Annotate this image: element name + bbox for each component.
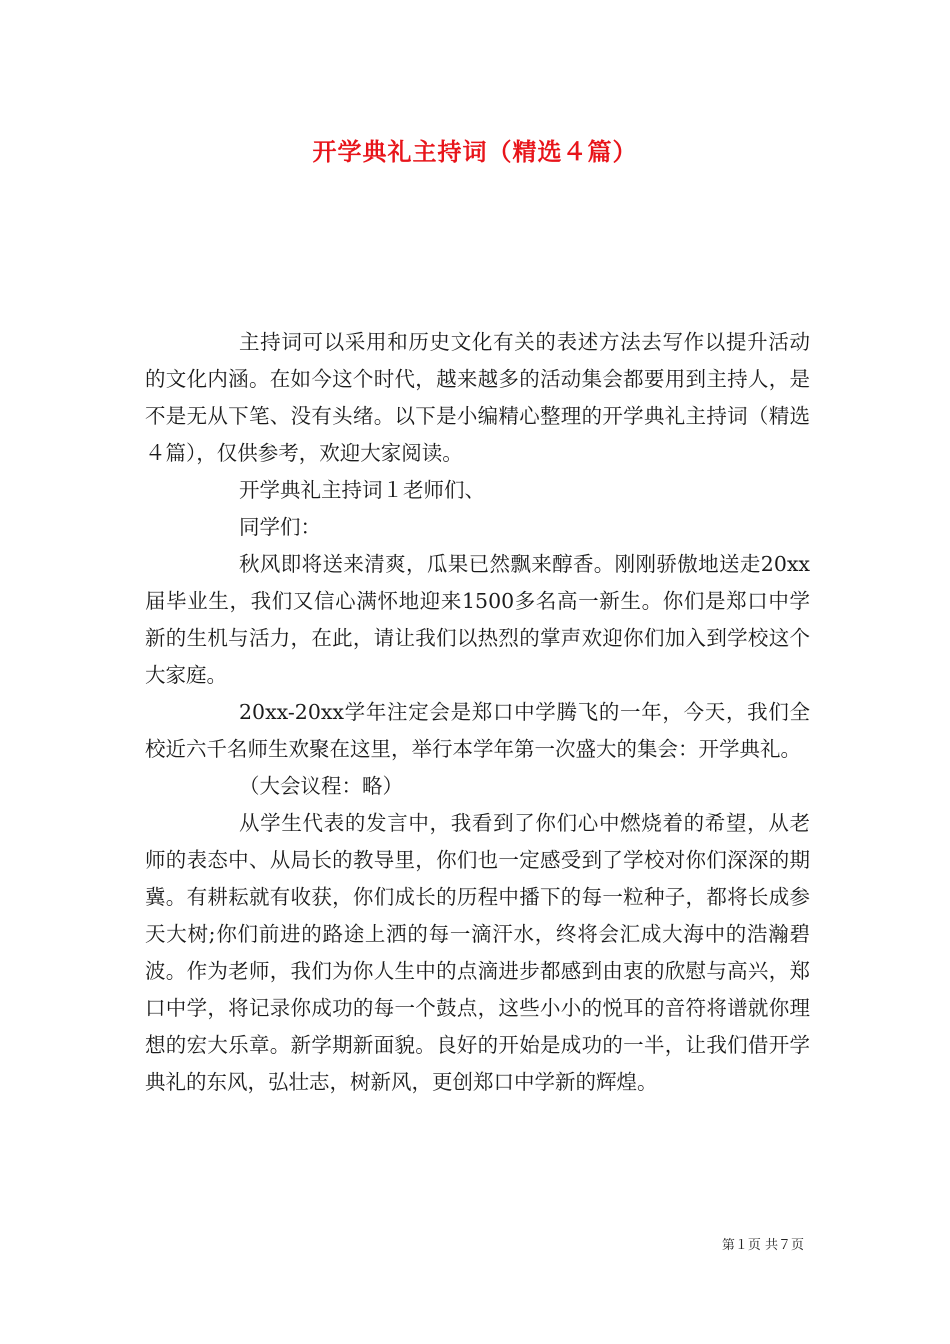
document-body bbox=[145, 324, 810, 1101]
paragraph-speech-heading: 开学典礼主持词１老师们、 bbox=[239, 478, 485, 502]
paragraph-agenda: （大会议程：略） bbox=[239, 774, 403, 798]
paragraph-school-year: 20xx-20xx学年注定会是郑口中学腾飞的一年，今天，我们全校近六千名师生欢聚在这里，举行本学年第一次盛大的集会：开学典礼。 bbox=[145, 700, 810, 761]
paragraph-closing: 从学生代表的发言中，我看到了你们心中燃烧着的希望，从老师的表态中、从局长的教导里，你们也一定感受到了学校对你们深深的期冀。有耕耘就有收获，你们成长的历程中播下的每一粒种子，都将长成参天大树;你们前进的路途上洒的每一滴汗水，终将会汇成大海中的浩瀚碧波。作为老师，我们为你人生中的点滴进步都感到由衷的欣慰与高兴，郑口中学，将记录你成功的每一个鼓点，这些小小的悦耳的音符将谱就你理想的宏大乐章。新学期新面貌。良好的开始是成功的一半，让我们借开学典礼的东风，弘壮志，树新风，更创郑口中学新的辉煌。 bbox=[145, 811, 810, 1094]
paragraph-greeting: 同学们： bbox=[239, 515, 321, 539]
document-title: 开学典礼主持词（精选４篇） bbox=[312, 137, 638, 166]
paragraph-intro: 主持词可以采用和历史文化有关的表述方法去写作以提升活动的文化内涵。在如今这个时代，越来越多的活动集会都要用到主持人，是不是无从下笔、没有头绪。以下是小编精心整理的开学典礼主持词（精选４篇），仅供参考，欢迎大家阅读。 bbox=[145, 330, 810, 465]
paragraph-autumn: 秋风即将送来清爽，瓜果已然飘来醇香。刚刚骄傲地送走20xx届毕业生，我们又信心满怀地迎来1500多名高一新生。你们是郑口中学新的生机与活力，在此，请让我们以热烈的掌声欢迎你们加入到学校这个大家庭。 bbox=[145, 552, 810, 687]
page-number-footer: 第１页 共７页 bbox=[721, 1238, 804, 1253]
